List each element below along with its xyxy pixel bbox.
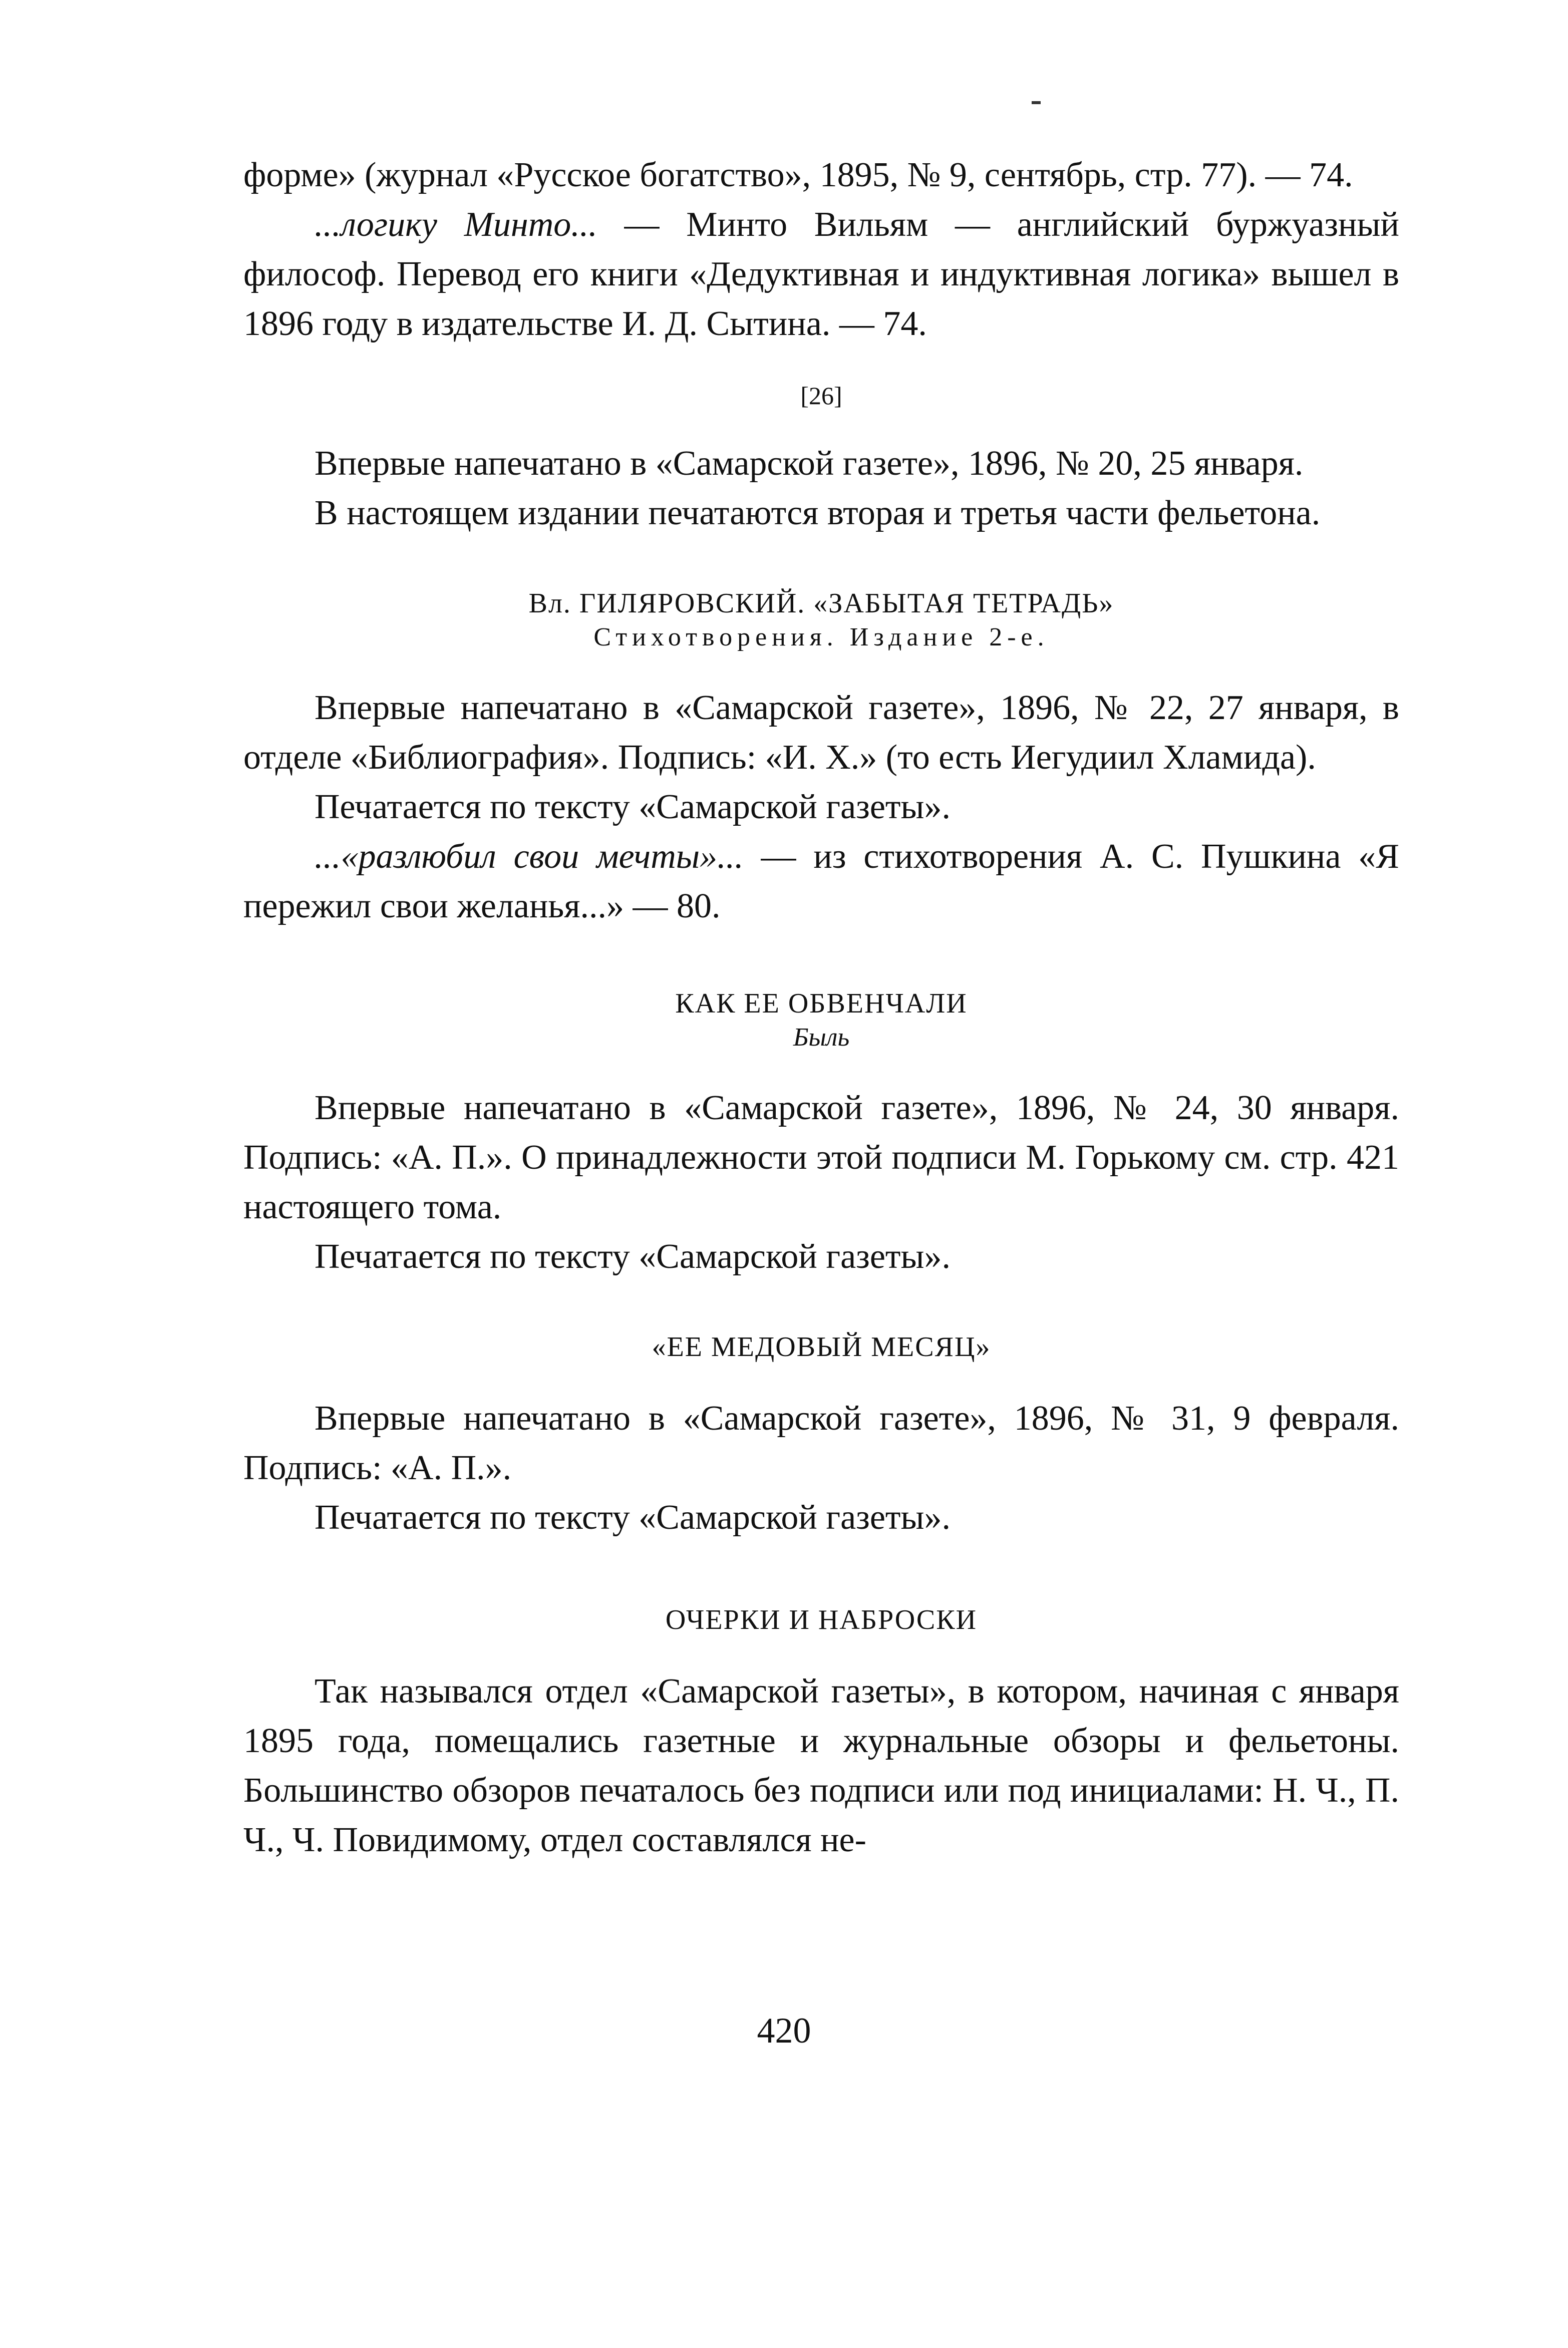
section26-paragraph-2: В настоящем издании печатаются вторая и третья части фельетона. — [315, 494, 1321, 532]
gilyarovsky-heading: Вл. ГИЛЯРОВСКИЙ. «ЗАБЫТАЯ ТЕТРАДЬ» — [528, 588, 1114, 619]
text-column — [243, 150, 1399, 1865]
gilyarovsky-section — [243, 586, 1399, 931]
section26-paragraph-1: Впервые напечатано в «Самарской газете», 1896, № 20, 25 января. — [315, 444, 1304, 483]
print-mark — [1032, 101, 1041, 104]
gilyarovsky-paragraph-2: Печатается по тексту «Самарской газеты». — [315, 788, 951, 826]
obvenchali-paragraph-1: Впервые напечатано в «Самарской газете», 1896, № 24, 30 января. Подпись: «А. П.». О принадлежности этой подписи М. Горькому см. стр. 421 настоящего тома. — [243, 1089, 1399, 1226]
intro-line: форме» (журнал «Русское богатство», 1895, № 9, сентябрь, стр. 77). — 74. — [243, 156, 1353, 194]
minto-note-italic: ...логику Минто... — [315, 205, 597, 244]
gilyarovsky-subheading: Стихотворения. Издание 2-е. — [593, 623, 1049, 651]
medovy-section — [243, 1329, 1399, 1542]
obvenchali-heading: КАК ЕЕ ОБВЕНЧАЛИ — [675, 988, 968, 1019]
gilyarovsky-paragraph-3 — [243, 832, 1399, 931]
obvenchali-paragraph-2: Печатается по тексту «Самарской газеты». — [315, 1237, 951, 1276]
medovy-paragraph-2: Печатается по тексту «Самарской газеты». — [315, 1498, 951, 1537]
ocherki-section — [243, 1602, 1399, 1865]
ocherki-heading: ОЧЕРКИ И НАБРОСКИ — [665, 1604, 978, 1635]
minto-note — [243, 200, 1399, 349]
medovy-heading: «ЕЕ МЕДОВЫЙ МЕСЯЦ» — [652, 1331, 991, 1363]
obvenchali-section — [243, 986, 1399, 1281]
ocherki-paragraph-1: Так назывался отдел «Самарской газеты», в котором, начиная с января 1895 года, помещались газетные и журнальные обзоры и фельетоны. Большинство обзоров печаталось без подписи или под инициалами: Н. Ч., П. Ч., Ч. Повидимому, отдел составлялся не- — [243, 1672, 1399, 1859]
gilyarovsky-quote-text: — из стихотворения А. С. Пушкина «Я пережил свои желанья...» — 80. — [243, 837, 1399, 925]
page-number: 420 — [757, 2010, 811, 2051]
gilyarovsky-paragraph-1: Впервые напечатано в «Самарской газете», 1896, № 22, 27 января, в отделе «Библиография». Подпись: «И. Х.» (то есть Иегудиил Хламида). — [243, 689, 1399, 777]
gilyarovsky-quote-italic: ...«разлюбил свои мечты»... — [315, 837, 744, 876]
medovy-paragraph-1: Впервые напечатано в «Самарской газете», 1896, № 31, 9 февраля. Подпись: «А. П.». — [243, 1399, 1399, 1487]
minto-note-text: — Минто Вильям — английский буржуазный философ. Перевод его книги «Дедуктивная и индуктивная логика» вышел в 1896 году в издательстве И. Д. Сытина. — 74. — [243, 205, 1400, 343]
obvenchali-subheading: Быль — [793, 1023, 850, 1052]
section-number: [26] — [800, 382, 842, 410]
